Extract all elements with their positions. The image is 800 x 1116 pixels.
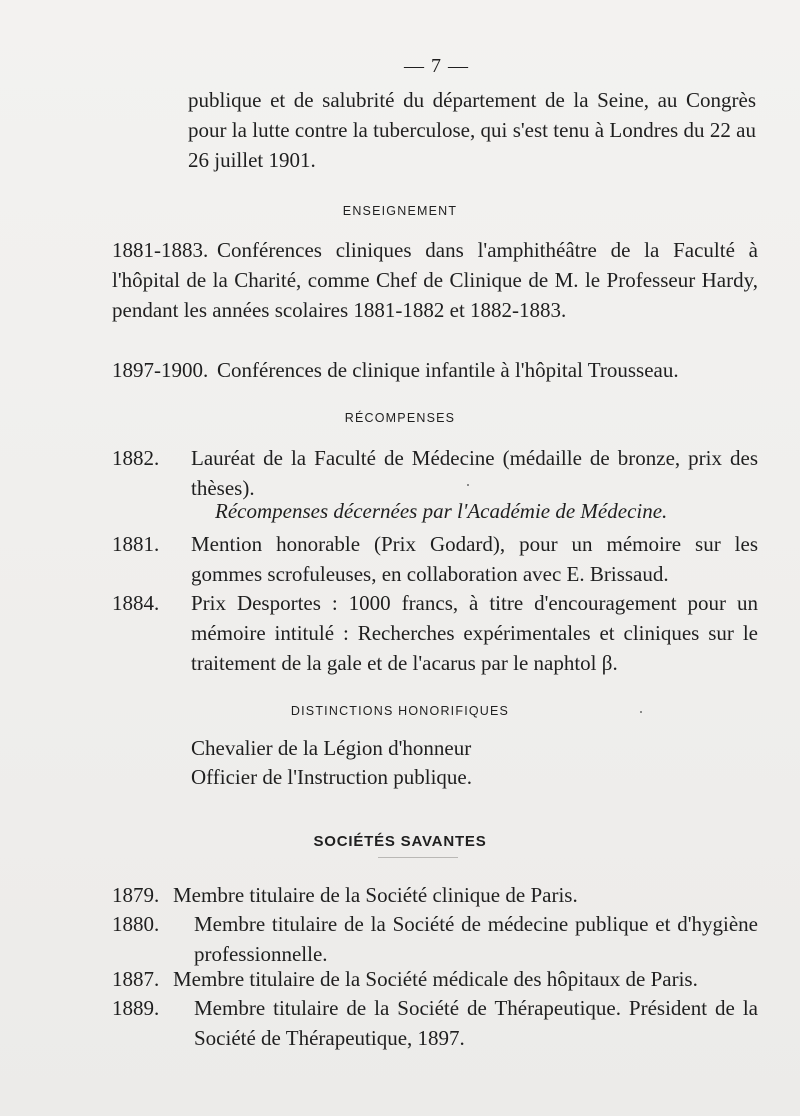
- entry-text: [112, 235, 758, 325]
- print-speck: [467, 484, 469, 486]
- distinction-line-2: Officier de l'Instruction publique.: [191, 765, 472, 789]
- entry-year: 1897-1900.: [112, 358, 209, 382]
- recompenses-entry-3: [112, 588, 758, 678]
- societes-entry-2: [112, 909, 758, 969]
- entry-text: Conférences de clinique infantile à l'hôpital Trousseau.: [217, 358, 679, 382]
- heading-rule: [378, 857, 458, 858]
- print-speck: [640, 711, 642, 713]
- heading-distinctions: DISTINCTIONS HONORIFIQUES: [290, 704, 510, 718]
- entry-year: 1889.: [112, 996, 160, 1020]
- intro-paragraph: publique et de salubrité du département de la Seine, au Congrès pour la lutte contre la tuberculose, qui s'est tenu à Londres du 22 au 26 juillet 1901.: [188, 88, 756, 172]
- societes-entry-1: [112, 880, 758, 910]
- distinction-line-1: Chevalier de la Légion d'honneur: [191, 736, 472, 760]
- entry-year: 1880.: [112, 912, 160, 936]
- entry-year: 1881-1883.: [112, 238, 209, 262]
- societes-entry-4: [112, 993, 758, 1053]
- entry-text: Lauréat de la Faculté de Médecine (médaille de bronze, prix des thèses).: [191, 446, 758, 500]
- entry-year: 1887.: [112, 967, 160, 991]
- entry-text: Membre titulaire de la Société de Thérapeutique. Président de la Société de Thérapeutique, 1897.: [194, 996, 758, 1050]
- entry-year: 1884.: [112, 591, 160, 615]
- entry-year: 1881.: [112, 532, 160, 556]
- heading-enseignement: ENSEIGNEMENT: [342, 204, 458, 218]
- enseignement-entry-2: [112, 355, 758, 385]
- entry-text: Membre titulaire de la Société médicale des hôpitaux de Paris.: [173, 967, 698, 991]
- entry-year: 1879.: [112, 883, 160, 907]
- entry-year: 1882.: [112, 446, 160, 470]
- heading-recompenses: RÉCOMPENSES: [344, 411, 456, 425]
- entry-text: Mention honorable (Prix Godard), pour un mémoire sur les gommes scrofuleuses, en collaboration avec E. Brissaud.: [191, 532, 758, 586]
- recompenses-subheading: Récompenses décernées par l'Académie de Médecine.: [215, 499, 668, 523]
- recompenses-entry-2: [112, 529, 758, 589]
- entry-text-content: Conférences cliniques dans l'amphithéâtre de la Faculté à l'hôpital de la Charité, comme Chef de Clinique de M. le Professeur Hardy, pendant les années scolaires 1881-1882 et 1882-1883.: [112, 238, 758, 322]
- entry-text: Membre titulaire de la Société de médecine publique et d'hygiène professionnelle.: [194, 912, 758, 966]
- recompenses-entry-1: [112, 443, 758, 503]
- societes-entry-3: [112, 964, 758, 994]
- entry-text: Membre titulaire de la Société clinique de Paris.: [173, 883, 578, 907]
- page-number: — 7 —: [404, 55, 469, 77]
- heading-societes: SOCIÉTÉS SAVANTES: [313, 833, 487, 850]
- enseignement-entry-1: [112, 235, 758, 325]
- entry-text: Prix Desportes : 1000 francs, à titre d'encouragement pour un mémoire intitulé : Recherches expérimentales et cliniques sur le traitement de la gale et de l'acarus par le naphtol β.: [191, 591, 758, 675]
